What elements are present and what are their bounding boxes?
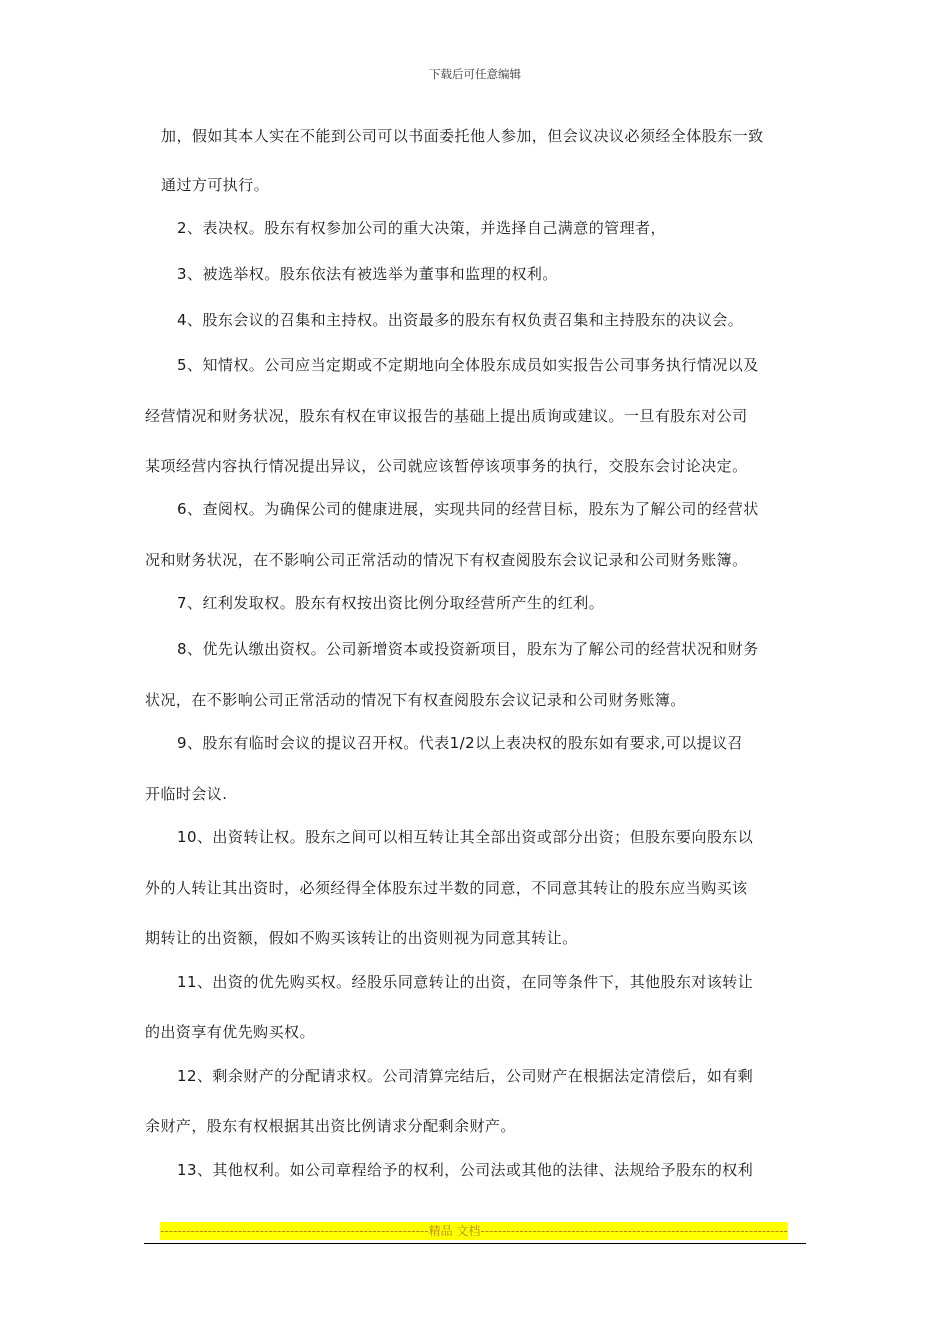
body-line: 加，假如其本人实在不能到公司可以书面委托他人参加，但会议决议必须经全体股东一致 [161, 127, 764, 145]
body-line: 状况，在不影响公司正常活动的情况下有权查阅股东会议记录和公司财务账簿。 [145, 691, 686, 709]
body-line: 经营情况和财务状况，股东有权在审议报告的基础上提出质询或建议。一旦有股东对公司 [145, 407, 748, 425]
footer-dashes-left: -------------------------------------------------------------- [160, 1224, 429, 1238]
footer-label: 精品 文档 [428, 1224, 481, 1238]
body-line: 7、红利发取权。股东有权按出资比例分取经营所产生的红利。 [177, 594, 605, 612]
body-line: 2、表决权。股东有权参加公司的重大决策，并选择自己满意的管理者， [177, 219, 666, 237]
body-line: 通过方可执行。 [161, 176, 270, 194]
body-line: 4、股东会议的召集和主持权。出资最多的股东有权负责召集和主持股东的决议会。 [177, 311, 744, 329]
body-line: 期转让的出资额，假如不购买该转让的出资则视为同意其转让。 [145, 929, 578, 947]
body-line: 9、股东有临时会议的提议召开权。代表1/2以上表决权的股东如有要求,可以提议召 [177, 734, 744, 752]
footer-dashes-right: ----------------------------------------------------------------------- [480, 1224, 788, 1238]
footer-highlight [160, 1222, 788, 1240]
body-line: 的出资享有优先购买权。 [145, 1023, 315, 1041]
body-line: 12、剩余财产的分配请求权。公司清算完结后，公司财产在根据法定清偿后，如有剩 [177, 1067, 754, 1085]
body-line: 10、出资转让权。股东之间可以相互转让其全部出资或部分出资；但股东要向股东以 [177, 828, 754, 846]
body-line: 13、其他权利。如公司章程给予的权利，公司法或其他的法律、法规给予股东的权利 [177, 1161, 754, 1179]
body-line: 11、出资的优先购买权。经股乐同意转让的出资，在同等条件下，其他股东对该转让 [177, 973, 754, 991]
body-line: 开临时会议. [145, 785, 228, 803]
body-line: 外的人转让其出资时，必须经得全体股东过半数的同意，不同意其转让的股东应当购买该 [145, 879, 748, 897]
page-header: 下载后可任意编辑 [429, 67, 521, 81]
body-line: 5、知情权。公司应当定期或不定期地向全体股东成员如实报告公司事务执行情况以及 [177, 356, 759, 374]
body-line: 3、被选举权。股东依法有被选举为董事和监理的权利。 [177, 265, 558, 283]
body-line: 况和财务状况，在不影响公司正常活动的情况下有权查阅股东会议记录和公司财务账簿。 [145, 551, 748, 569]
footer-rule [144, 1243, 806, 1244]
body-line: 6、查阅权。为确保公司的健康进展，实现共同的经营目标，股东为了解公司的经营状 [177, 500, 759, 518]
body-line: 8、优先认缴出资权。公司新增资本或投资新项目，股东为了解公司的经营状况和财务 [177, 640, 759, 658]
body-line: 余财产，股东有权根据其出资比例请求分配剩余财产。 [145, 1117, 516, 1135]
body-line: 某项经营内容执行情况提出异议，公司就应该暂停该项事务的执行，交股东会讨论决定。 [145, 457, 748, 475]
